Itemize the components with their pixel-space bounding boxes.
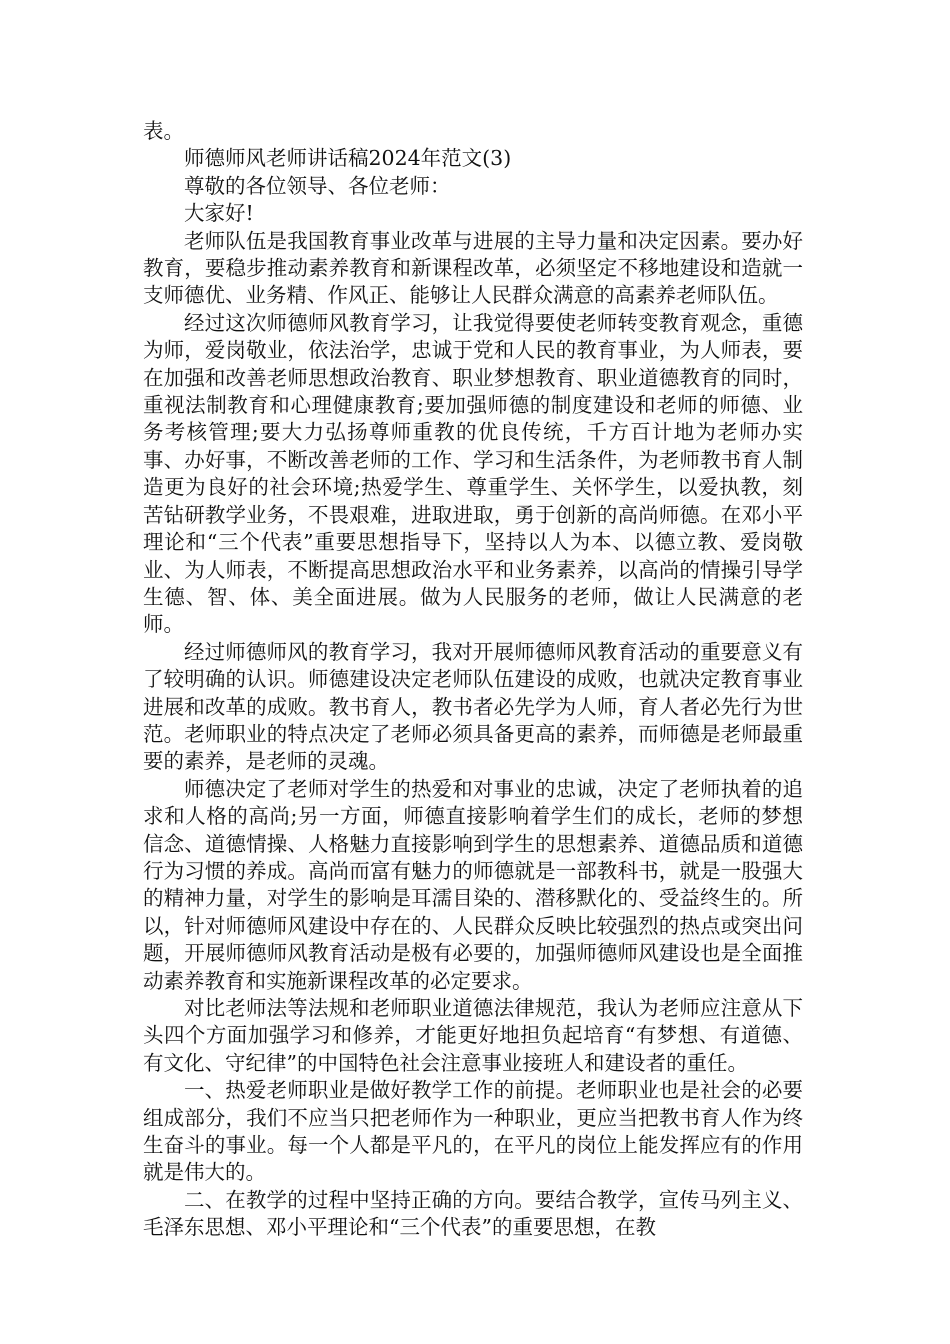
- paragraph-carryover: 表。: [143, 119, 184, 143]
- paragraph: 老师队伍是我国教育事业改革与进展的主导力量和决定因素。要办好教育，要稳步推动素养教育和新课程改革，必须坚定不移地建设和造就一支师德优、业务精、作风正、能够让人民群众满意的高素养老师队伍。: [143, 228, 803, 308]
- document-body: [143, 118, 803, 1242]
- paragraph: 经过师德师风的教育学习，我对开展师德师风教育活动的重要意义有了较明确的认识。师德建设决定老师队伍建设的成败，也就决定教育事业进展和改革的成败。教书育人，教书者必先学为人师，育人者必先行为世范。老师职业的特点决定了老师必须具备更高的素养，而师德是老师最重要的素养，是老师的灵魂。: [143, 639, 803, 774]
- salutation: 尊敬的各位领导、各位老师：: [184, 173, 451, 198]
- paragraph: 对比老师法等法规和老师职业道德法律规范，我认为老师应注意从下头四个方面加强学习和修养，才能更好地担负起培育“有梦想、有道德、有文化、守纪律”的中国特色社会注意事业接班人和建设者的重任。: [143, 996, 803, 1075]
- greeting: 大家好!: [184, 201, 254, 226]
- paragraph: 师德决定了老师对学生的热爱和对事业的忠诚，决定了老师执着的追求和人格的高尚;另一方面，师德直接影响着学生们的成长，老师的梦想信念、道德情操、人格魅力直接影响到学生的思想素养、道德品质和道德行为习惯的养成。高尚而富有魅力的师德就是一部教科书，就是一股强大的精神力量，对学生的影响是耳濡目染的、潜移默化的、受益终生的。所以，针对师德师风建设中存在的、人民群众反映比较强烈的热点或突出问题，开展师德师风教育活动是极有必要的，加强师德师风建设也是全面推动素养教育和实施新课程改革的必定要求。: [143, 776, 803, 993]
- paragraph: 经过这次师德师风教育学习，让我觉得要使老师转变教育观念，重德为师，爱岗敬业，依法治学，忠诚于党和人民的教育事业，为人师表，要在加强和改善老师思想政治教育、职业梦想教育、职业道德教育的同时，重视法制教育和心理健康教育;要加强师德的制度建设和老师的师德、业务考核管理;要大力弘扬尊师重教的优良传统，千方百计地为老师办实事、办好事，不断改善老师的工作、学习和生活条件，为老师教书育人制造更为良好的社会环境;热爱学生、尊重学生、关怀学生，以爱执教，刻苦钻研教学业务，不畏艰难，进取进取，勇于创新的高尚师德。在邓小平理论和“三个代表”重要思想指导下，坚持以人为本、以德立教、爱岗敬业、为人师表，不断提高思想政治水平和业务素养，以高尚的情操引导学生德、智、体、美全面进展。做为人民服务的老师，做让人民满意的老师。: [143, 310, 803, 637]
- paragraph-point-one: 一、热爱老师职业是做好教学工作的前提。老师职业也是社会的必要组成部分，我们不应当只把老师作为一种职业，更应当把教书育人作为终生奋斗的事业。每一个人都是平凡的，在平凡的岗位上能发挥应有的作用就是伟大的。: [143, 1078, 803, 1185]
- document-title: 师德师风老师讲话稿2024年范文(3): [184, 146, 512, 171]
- paragraph-point-two: 二、在教学的过程中坚持正确的方向。要结合教学，宣传马列主义、毛泽东思想、邓小平理论和“三个代表”的重要思想，在教: [143, 1187, 803, 1240]
